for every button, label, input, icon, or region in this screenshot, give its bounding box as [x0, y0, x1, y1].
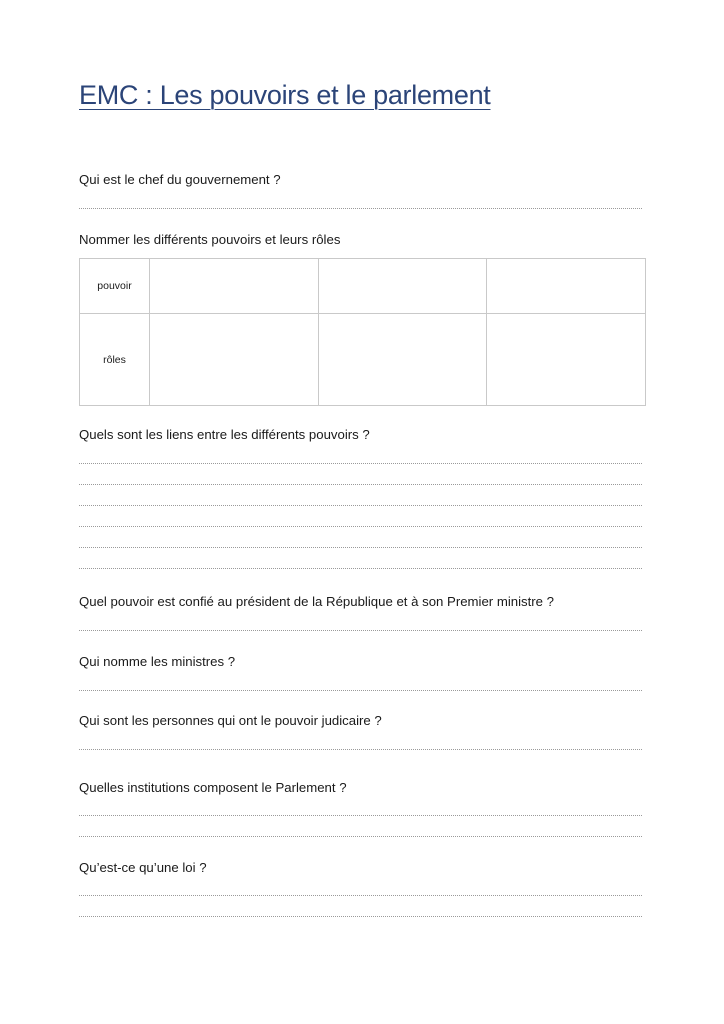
question-pouvoirs-roles: Nommer les différents pouvoirs et leurs rôles [79, 232, 341, 247]
question-chef-gouvernement: Qui est le chef du gouvernement ? [79, 172, 281, 187]
question-loi: Qu’est-ce qu’une loi ? [79, 860, 207, 875]
table-header-roles: rôles [80, 314, 150, 406]
table-row-roles [80, 314, 646, 406]
answer-line[interactable] [79, 208, 642, 209]
table-cell[interactable] [319, 314, 487, 406]
table-cell[interactable] [150, 259, 319, 314]
answer-line[interactable] [79, 815, 642, 816]
table-cell[interactable] [150, 314, 319, 406]
answer-line[interactable] [79, 836, 642, 837]
answer-line[interactable] [79, 690, 642, 691]
question-pouvoir-president: Quel pouvoir est confié au président de la République et à son Premier ministre ? [79, 594, 555, 609]
answer-line[interactable] [79, 895, 642, 896]
answer-line[interactable] [79, 630, 642, 631]
question-pouvoir-judiciaire: Qui sont les personnes qui ont le pouvoir judicaire ? [79, 713, 382, 728]
table-header-pouvoir: pouvoir [80, 259, 150, 314]
answer-line[interactable] [79, 526, 642, 527]
table-cell[interactable] [487, 314, 646, 406]
answer-line[interactable] [79, 916, 642, 917]
question-nomme-ministres: Qui nomme les ministres ? [79, 654, 236, 669]
answer-line[interactable] [79, 484, 642, 485]
table-cell[interactable] [487, 259, 646, 314]
answer-line[interactable] [79, 463, 642, 464]
question-parlement: Quelles institutions composent le Parlement ? [79, 780, 347, 795]
answer-line[interactable] [79, 568, 642, 569]
answer-line[interactable] [79, 505, 642, 506]
table-row-pouvoir [80, 259, 646, 314]
table-cell[interactable] [319, 259, 487, 314]
answer-line[interactable] [79, 547, 642, 548]
pouvoirs-table [79, 258, 646, 406]
answer-line[interactable] [79, 749, 642, 750]
question-liens-pouvoirs: Quels sont les liens entre les différents pouvoirs ? [79, 427, 370, 442]
page-title: EMC : Les pouvoirs et le parlement [79, 80, 491, 110]
